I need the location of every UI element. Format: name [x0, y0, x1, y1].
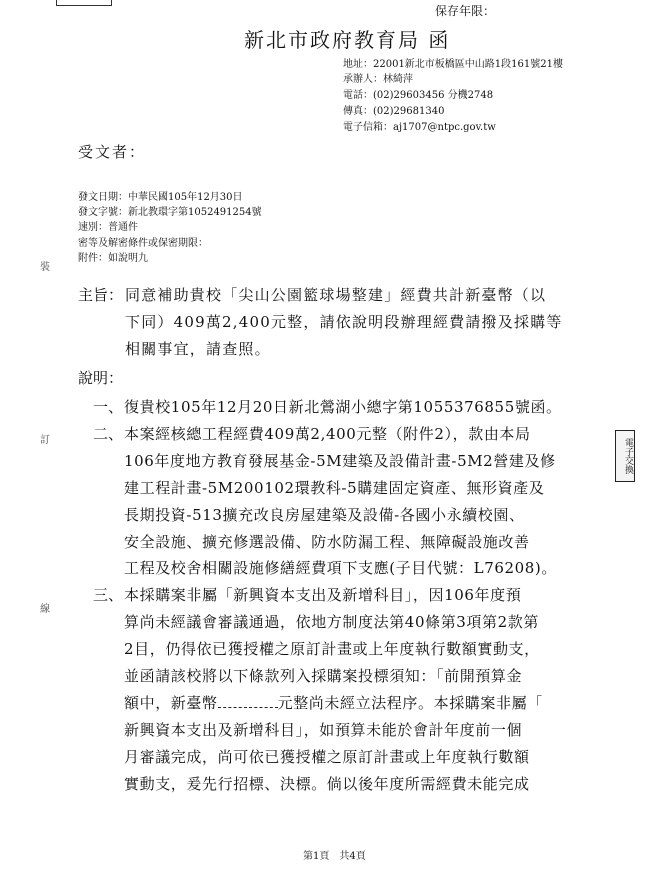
item-line: 106年度地方教育發展基金-5M建築及設備計畫-5M2營建及修: [124, 452, 556, 470]
item-number: 三、: [93, 586, 124, 604]
contact-fax: 傳真：(02)29681340: [343, 106, 445, 117]
item-line: 實動支，爰先行招標、決標。倘以後年度所需經費未能完成: [124, 775, 530, 793]
item-line-with-blank: [124, 692, 543, 713]
binding-mark: 裝: [40, 262, 50, 273]
subject-line: 同意補助貴校「尖山公園籃球場整建」經費共計新臺幣（以: [125, 286, 547, 304]
item-line-part: 元整尚未經立法程序。本採購案非屬「: [277, 694, 543, 712]
item-line: 安全設施、擴充修選設備、防水防漏工程、無障礙設施改善: [124, 533, 530, 551]
item-number: 一、: [93, 398, 124, 416]
page-footer: 第1頁 共4頁: [303, 851, 366, 862]
confidentiality: 密等及解密條件或保密期限：: [78, 238, 208, 249]
contact-officer: 承辦人：林綺萍: [343, 74, 413, 85]
item-line: 本採購案非屬「新興資本支出及新增科目」，因106年度預: [124, 586, 522, 604]
explanation-label: 說明：: [78, 369, 124, 387]
item-line: 並函請該校將以下條款列入採購案投標須知：「前開預算金: [124, 667, 523, 685]
item-line: 建工程計畫-5M200102環教科-5購建固定資產、無形資產及: [124, 479, 545, 497]
retention-period: 保存年限：: [435, 4, 496, 18]
document-number: 發文字號：新北教環字第1052491254號: [78, 207, 262, 218]
recipient-label: 受文者：: [78, 143, 147, 161]
binding-mark: 訂: [40, 435, 50, 446]
subject-line: 下同）409萬2,400元整，請依說明段辦理經費請撥及採購等: [125, 313, 563, 331]
item-line: 月審議完成，尚可依已獲授權之原訂計畫或上年度執行數額: [124, 748, 530, 766]
item-line: 新興資本支出及新增科目」，如預算未能於會計年度前一個: [124, 721, 523, 739]
contact-phone: 電話：(02)29603456 分機2748: [343, 90, 494, 101]
blank-amount-field: [218, 697, 278, 708]
exchange-stamp: 電子交換: [615, 430, 635, 482]
contact-address: 地址：22001新北市板橋區中山路1段161號21樓: [343, 59, 563, 70]
item-line-part: 額中，新臺幣: [124, 694, 218, 712]
item-line: 2目，仍得依已獲授權之原訂計畫或上年度執行數額實動支，: [124, 640, 540, 658]
subject-label: 主旨：: [78, 286, 124, 304]
item-line: 算尚未經議會審議通過，依地方制度法第40條第3項第2款第: [124, 613, 539, 631]
item-line: 本案經核總工程經費409萬2,400元整（附件2），款由本局: [124, 425, 531, 443]
subject-line: 相關事宜，請查照。: [125, 340, 271, 358]
urgency: 速別：普通件: [78, 222, 138, 233]
item-number: 二、: [93, 425, 124, 443]
contact-email: 電子信箱：aj1707@ntpc.gov.tw: [343, 122, 496, 133]
item-line: 長期投資-513擴充改良房屋建築及設備-各國小永續校園、: [124, 506, 525, 524]
attachments: 附件：如說明九: [78, 253, 148, 264]
top-border-box: [56, 0, 112, 6]
binding-mark: 線: [40, 604, 50, 615]
item-line: 復貴校105年12月20日新北鶯湖小總字第1055376855號函。: [124, 398, 562, 416]
issue-date: 發文日期：中華民國105年12月30日: [78, 192, 243, 203]
item-line: 工程及校舍相關設施修繕經費項下支應(子目代號：L76208)。: [124, 559, 557, 577]
org-title: 新北市政府教育局 函: [244, 28, 451, 52]
